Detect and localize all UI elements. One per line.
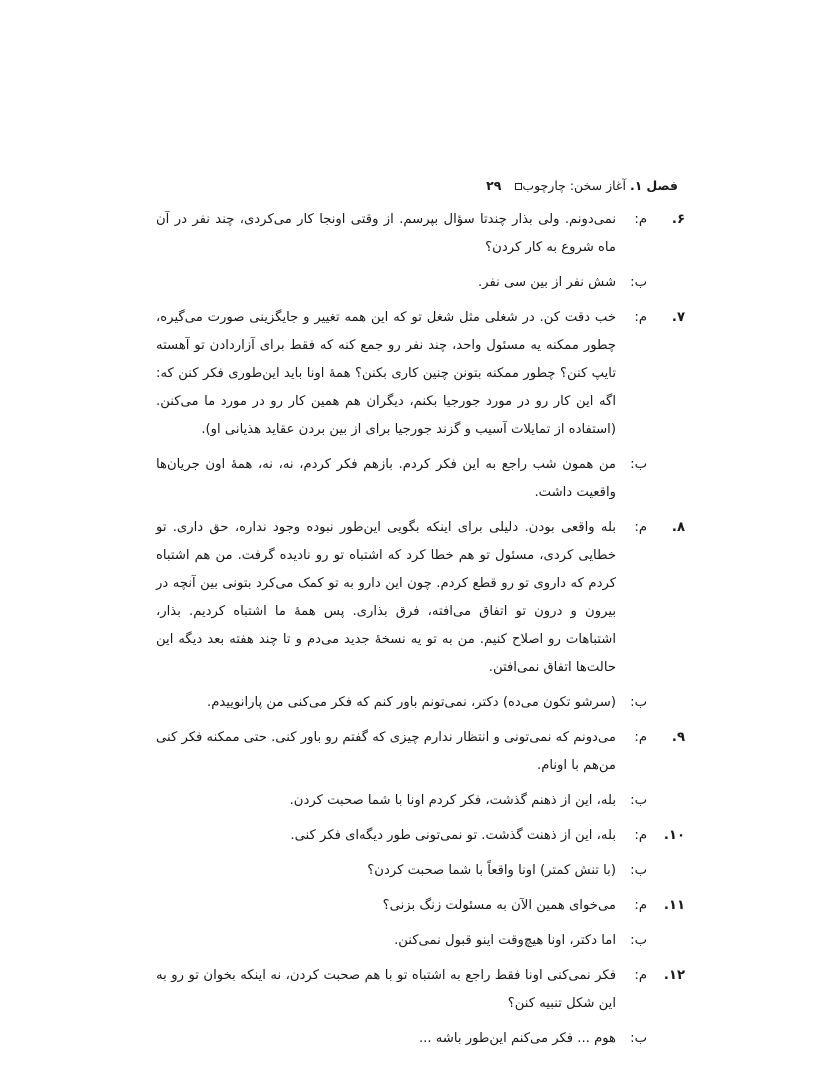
entry-number: ۱۱. (663, 898, 685, 913)
speaker-label: ب: (630, 863, 647, 878)
dialogue-entry (156, 927, 681, 955)
entry-number: ۶. (671, 212, 685, 227)
entry-number: ۷. (671, 310, 685, 325)
speaker-label: م: (634, 310, 647, 325)
page-number: ۲۹ (486, 178, 502, 193)
square-bullet-icon (515, 183, 522, 190)
running-header (156, 178, 678, 194)
entry-text: می‌دونم که نمی‌تونی و انتظار ندارم چیزی که گفتم رو باور کنی. حتی ممکنه فکر کنی من‌هم با اونام. (156, 730, 616, 773)
chapter-number: ۱. (629, 178, 643, 193)
chapter-label: فصل (646, 178, 678, 193)
speaker-label: ب: (630, 933, 647, 948)
entry-number: ۸. (671, 520, 685, 535)
entry-text: من همون شب راجع به این فکر کردم. بازهم فکر کردم، نه، نه، همهٔ اون جریان‌ها واقعیت داشت. (156, 457, 616, 500)
entry-text: هوم ... فکر می‌کنم این‌طور باشه ... (418, 1031, 616, 1046)
entry-text: (سرشو تکون می‌ده) دکتر، نمی‌تونم باور کنم که فکر می‌کنی من پارانوییدم. (207, 695, 616, 710)
dialogue-entry (156, 206, 685, 262)
speaker-label: ب: (630, 457, 647, 472)
dialogue-entry (156, 269, 681, 297)
entry-number: ۱۲. (663, 968, 685, 983)
dialogue-entry (156, 892, 685, 920)
speaker-label: م: (634, 520, 647, 535)
dialogue-entry (156, 822, 685, 850)
dialogue-entry (156, 1025, 681, 1053)
entry-text: بله، این از ذهنت گذشت. تو نمی‌تونی طور دیگه‌ای فکر کنی. (290, 828, 616, 843)
entry-text: شش نفر از بین سی نفر. (477, 275, 616, 290)
speaker-label: ب: (630, 275, 647, 290)
entry-number: ۱۰. (663, 828, 685, 843)
chapter-title: آغاز سخن: چارچوب (522, 178, 626, 193)
dialogue-entry (156, 304, 685, 444)
entry-text: نمی‌دونم. ولی بذار چندتا سؤال بپرسم. از وقتی اونجا کار می‌کردی، چند نفر در آن ماه شروع به کار کردن؟ (156, 212, 616, 255)
dialogue-entry (156, 451, 681, 507)
entry-text: خب دقت کن. در شغلی مثل شغل تو که این همه تغییر و جایگزینی صورت می‌گیره، چطور ممکنه یه مسئول واحد، چند نفر رو جمع کنه که فقط برای آزاردادن تو آهسته تایپ کنن؟ چطور ممکنه بتونن چنین کاری بکنن؟ همهٔ اونا باید این‌طوری فکر کنن که: اگه این کار رو در مورد جورجیا بکنم، دیگران هم همین کار رو در مورد ما می‌کنن. (استفاده از تمایلات آسیب و گزند جورجیا برای از بین بردن عقاید هذیانی او). (156, 310, 616, 437)
entry-text: می‌خوای همین الآن به مسئولت زنگ بزنی؟ (382, 898, 616, 913)
speaker-label: م: (634, 212, 647, 227)
entry-text: بله واقعی بودن. دلیلی برای اینکه بگویی این‌طور نبوده وجود نداره، حق داری. تو خطایی کردی، مسئول تو هم خطا کرد که اشتباه تو رو نادیده گرفت. من هم اشتباه کردم که داروی تو رو قطع کردم. چون این دارو به تو کمک می‌کرد بتونی بین آنچه در بیرون و درون تو اتفاق می‌افته، فرق بذاری. پس همهٔ ما اشتباه کردیم. بذار، اشتباهات رو اصلاح کنیم. من به تو یه نسخهٔ جدید می‌دم و تا چند هفته بعد دیگه این حالت‌ها اتفاق نمی‌افتن. (156, 520, 616, 675)
speaker-label: م: (634, 730, 647, 745)
dialogue-entry (156, 514, 685, 682)
speaker-label: ب: (630, 793, 647, 808)
dialogue-entry (156, 689, 681, 717)
entry-text: بله، این از ذهنم گذشت، فکر کردم اونا با شما صحبت کردن. (289, 793, 616, 808)
entry-text: فکر نمی‌کنی اونا فقط راجع به اشتباه تو با هم صحبت کردن، نه اینکه بخوان تو رو به این شکل تنبیه کنن؟ (156, 968, 616, 1011)
speaker-label: ب: (630, 1031, 647, 1046)
speaker-label: م: (634, 898, 647, 913)
dialogue-entry (156, 962, 685, 1018)
speaker-label: م: (634, 828, 647, 843)
dialogue-entry (156, 857, 681, 885)
dialogue-entry (156, 787, 681, 815)
speaker-label: م: (634, 968, 647, 983)
entry-number: ۹. (671, 730, 685, 745)
dialogue-entry (156, 724, 685, 780)
speaker-label: ب: (630, 695, 647, 710)
dialogue-list (156, 206, 685, 1060)
entry-text: اما دکتر، اونا هیچ‌وقت اینو قبول نمی‌کنن. (394, 933, 616, 948)
entry-text: (با تنش کمتر) اونا واقعاً با شما صحبت کردن؟ (367, 863, 616, 878)
